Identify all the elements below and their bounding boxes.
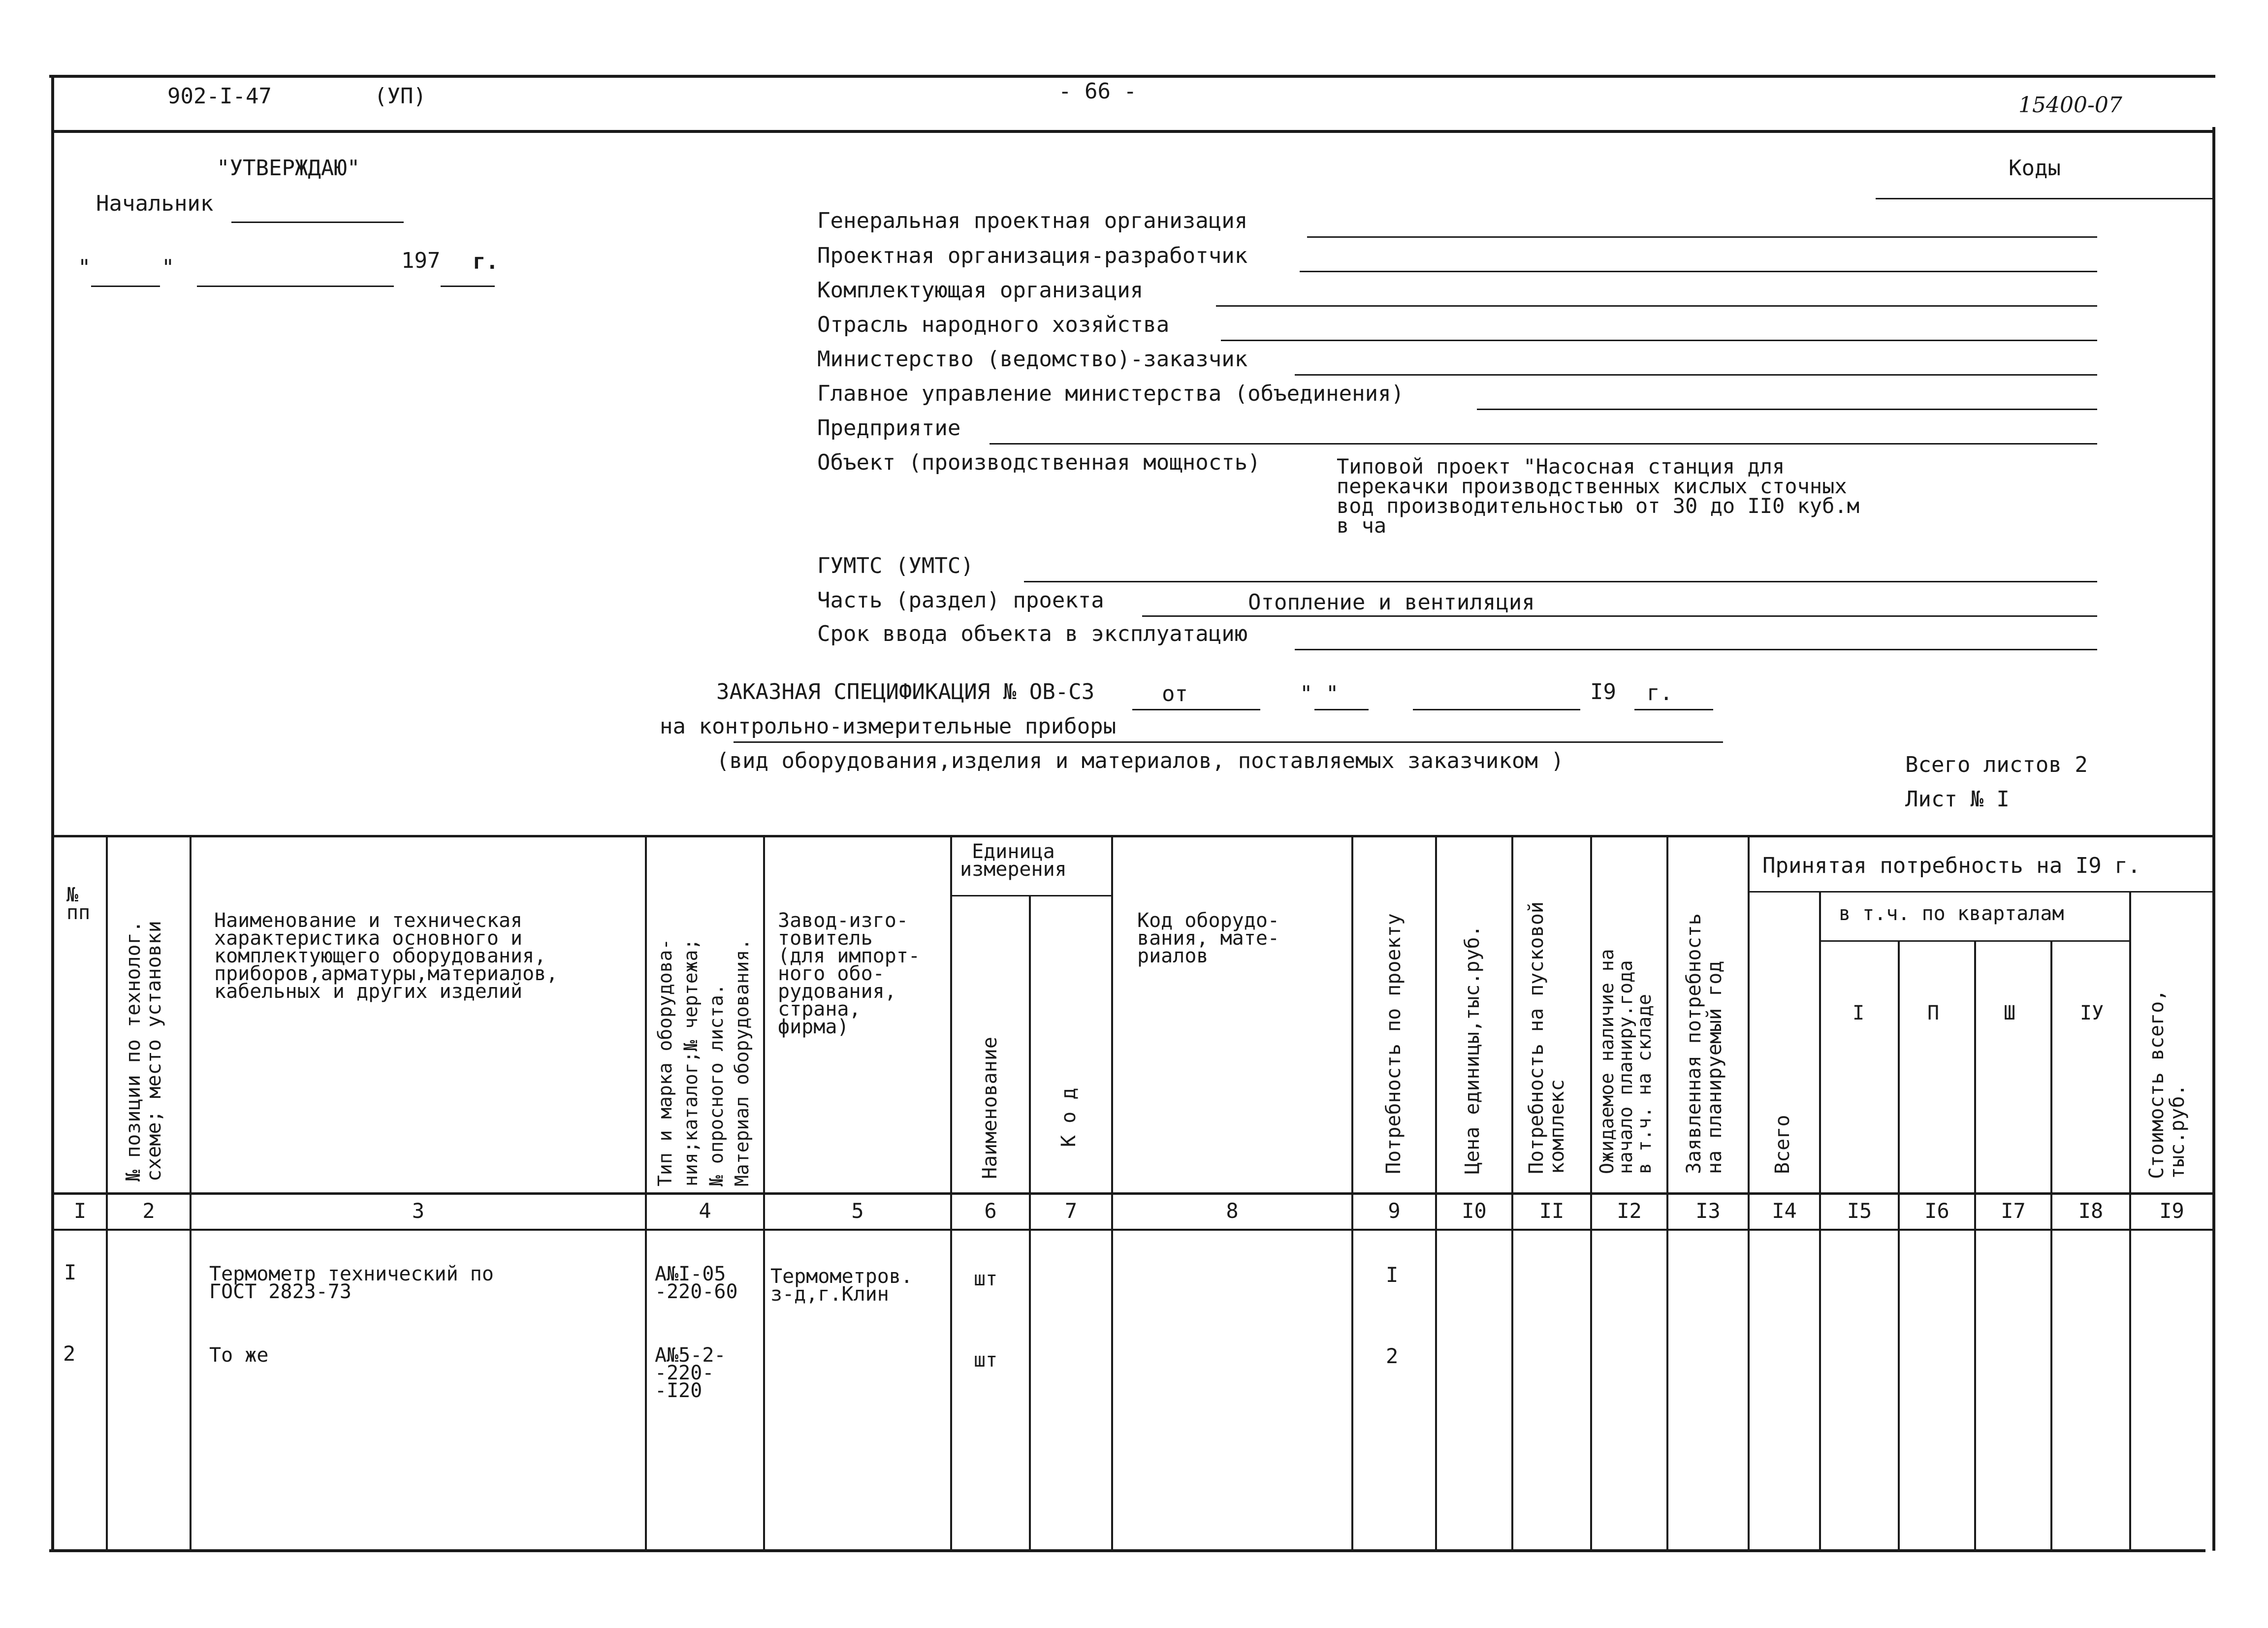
col-line-2 xyxy=(190,837,192,1551)
col-number-6: 6 xyxy=(984,1199,997,1223)
header-quarters: в т.ч. по кварталам xyxy=(1839,902,2064,925)
header-unit: Единица измерения xyxy=(960,840,1067,881)
chief-signature-line xyxy=(231,222,404,223)
spec-year-suffix: г. xyxy=(1647,680,1673,705)
header-position: № позиции по технолог. схеме; место установки xyxy=(122,921,165,1181)
frame-top xyxy=(49,75,2215,78)
col-line-11 xyxy=(1590,837,1592,1551)
row-item-type: А№I-05 -220-60 xyxy=(655,1263,738,1303)
header-total: Всего xyxy=(1771,1115,1794,1174)
accepted-split-line xyxy=(1748,891,2215,893)
col-number-9: 9 xyxy=(1388,1199,1401,1223)
col-line-13 xyxy=(1748,837,1750,1551)
spec-year: I9 xyxy=(1590,679,1616,704)
archive-stamp: 15400-07 xyxy=(2018,93,2122,118)
header-maker: Завод-изго- товитель (для импорт- ного обо- рудования, страна, фирма) xyxy=(778,909,920,1038)
col-line-6 xyxy=(1029,895,1031,1551)
sheet-number: Лист № I xyxy=(1905,787,2010,812)
spec-date-day-line xyxy=(1314,709,1369,710)
col-number-14: I4 xyxy=(1772,1199,1797,1223)
header-project-need: Потребность по проекту xyxy=(1382,913,1405,1174)
field-ministry-line xyxy=(1295,374,2097,376)
codes-line xyxy=(1876,198,2215,199)
row-item-name: То же xyxy=(209,1344,269,1367)
field-project-part: Часть (раздел) проекта xyxy=(817,588,1104,613)
album-number: (УП) xyxy=(374,84,426,109)
row-number: I xyxy=(64,1260,77,1284)
field-general-org-line xyxy=(1307,236,2097,238)
header-q1: I xyxy=(1853,1002,1865,1024)
spec-title: ЗАКАЗНАЯ СПЕЦИФИКАЦИЯ № ОВ-С3 xyxy=(716,679,1095,704)
year-line xyxy=(441,286,495,287)
header-type: Тип и марка оборудова- ния;каталог;№ чертежа; № опросного листа. Материал оборудования. xyxy=(654,938,753,1186)
col-line-8 xyxy=(1351,837,1353,1551)
field-design-org-line xyxy=(1300,271,2097,272)
header-declared-need: Заявленная потребность на планируемый год xyxy=(1683,913,1726,1174)
header-name: Наименование и техническая характеристика основного и комплектующего оборудования, приборов,арматуры,материалов, кабельных и других изделий xyxy=(214,909,558,1003)
header-unit-price: Цена единицы,тыс.руб. xyxy=(1461,925,1484,1174)
spec-subject-line xyxy=(734,741,1723,743)
field-design-org: Проектная организация-разработчик xyxy=(817,243,1248,268)
col-line-7 xyxy=(1111,837,1113,1551)
col-number-3: 3 xyxy=(412,1199,425,1223)
frame-inner-top xyxy=(51,130,2215,133)
unit-split-line xyxy=(950,895,1113,896)
row-item-name: Термометр технический по ГОСТ 2823-73 xyxy=(209,1263,494,1303)
col-line-5 xyxy=(950,837,952,1551)
date-month-line xyxy=(197,286,394,287)
frame-left xyxy=(51,75,54,1551)
col-number-12: I2 xyxy=(1617,1199,1642,1223)
col-number-13: I3 xyxy=(1695,1199,1721,1223)
col-number-5: 5 xyxy=(851,1199,864,1223)
col-number-11: II xyxy=(1539,1199,1565,1223)
col-number-1: I xyxy=(73,1199,87,1223)
row-item-maker: Термометров. з-д,г.Клин xyxy=(770,1265,913,1306)
field-project-part-line xyxy=(1142,615,2097,617)
header-number: № пп xyxy=(66,884,91,924)
page-number: - 66 - xyxy=(1058,79,1137,104)
col-line-15 xyxy=(1898,940,1900,1551)
row-item-qty: 2 xyxy=(1386,1344,1399,1368)
chief-label: Начальник xyxy=(96,191,214,216)
row-item-unit: шт xyxy=(974,1349,998,1372)
frame-bottom xyxy=(49,1549,2205,1552)
field-supply-org: Комплектующая организация xyxy=(817,278,1144,303)
col-line-3 xyxy=(645,837,647,1551)
col-number-4: 4 xyxy=(699,1199,711,1223)
field-project-part-value: Отопление и вентиляция xyxy=(1248,590,1535,615)
field-ministry: Министерство (ведомство)-заказчик xyxy=(817,347,1248,372)
spec-date-month-line xyxy=(1413,709,1580,710)
field-main-dept: Главное управление министерства (объединения) xyxy=(817,381,1405,406)
row-item-qty: I xyxy=(1386,1263,1399,1287)
col-line-9 xyxy=(1435,837,1437,1551)
field-industry-line xyxy=(1221,340,2097,341)
col-number-2: 2 xyxy=(142,1199,155,1223)
col-line-10 xyxy=(1511,837,1513,1551)
col-number-19: I9 xyxy=(2159,1199,2184,1223)
field-main-dept-line xyxy=(1477,409,2097,410)
col-number-10: I0 xyxy=(1462,1199,1487,1223)
col-number-17: I7 xyxy=(2001,1199,2026,1223)
field-industry: Отрасль народного хозяйства xyxy=(817,312,1170,337)
col-line-12 xyxy=(1666,837,1668,1551)
col-line-16 xyxy=(1974,940,1976,1551)
frame-right xyxy=(2212,127,2215,1551)
approve-title: "УТВЕРЖДАЮ" xyxy=(217,156,360,181)
table-top-line xyxy=(51,835,2215,837)
header-unit-code: К о д xyxy=(1057,1087,1080,1147)
header-launch-need: Потребность на пусковой комплекс xyxy=(1525,901,1568,1174)
spec-from-line xyxy=(1132,709,1260,710)
spec-note: (вид оборудования,изделия и материалов, поставляемых заказчиком ) xyxy=(716,748,1564,773)
field-enterprise: Предприятие xyxy=(817,415,961,441)
spec-date-quote: " " xyxy=(1300,681,1339,706)
row-item-type: А№5-2- -220- -I20 xyxy=(655,1344,726,1402)
date-quote-close: " xyxy=(161,255,175,280)
header-cost: Стоимость всего, тыс.руб. xyxy=(2145,989,2189,1179)
total-sheets: Всего листов 2 xyxy=(1905,752,2088,777)
header-q4: IУ xyxy=(2080,1002,2104,1024)
col-number-16: I6 xyxy=(1924,1199,1949,1223)
col-number-7: 7 xyxy=(1064,1199,1078,1223)
header-q3: Ш xyxy=(2004,1002,2016,1024)
col-number-8: 8 xyxy=(1226,1199,1239,1223)
spec-from: от xyxy=(1162,681,1188,706)
spec-year-line xyxy=(1634,709,1713,710)
spec-subject: на контрольно-измерительные приборы xyxy=(660,714,1117,739)
header-bottom-line xyxy=(51,1192,2215,1195)
field-gumts-line xyxy=(1024,581,2097,582)
row-number: 2 xyxy=(63,1341,76,1366)
col-line-14 xyxy=(1819,891,1821,1551)
field-gumts: ГУМТС (УМТС) xyxy=(817,553,974,578)
field-object: Объект (производственная мощность) xyxy=(817,450,1261,475)
field-enterprise-line xyxy=(990,443,2097,445)
header-unit-name: Наименование xyxy=(979,1037,1001,1179)
header-expected-stock: Ожидаемое наличие на начало планиру.года в т.ч. на складе xyxy=(1596,949,1655,1174)
field-commissioning-line xyxy=(1295,649,2097,650)
approve-year-suffix: г. xyxy=(473,249,499,274)
col-number-15: I5 xyxy=(1847,1199,1872,1223)
field-object-value: Типовой проект "Насосная станция для перекачки производственных кислых сточных вод производительностью от 30 до II0 куб.м в ча xyxy=(1337,454,1860,538)
col-line-1 xyxy=(106,837,108,1551)
numbers-bottom-line xyxy=(51,1229,2215,1231)
header-equipment-code: Код оборудо- вания, мате- риалов xyxy=(1137,909,1279,967)
header-q2: П xyxy=(1927,1002,1940,1024)
date-quote-open: " xyxy=(78,255,91,280)
field-general-org: Генеральная проектная организация xyxy=(817,208,1248,233)
codes-label: Коды xyxy=(2009,156,2061,181)
field-supply-org-line xyxy=(1216,305,2097,307)
col-line-4 xyxy=(763,837,765,1551)
row-item-unit: шт xyxy=(974,1268,998,1290)
header-accepted: Принятая потребность на I9 г. xyxy=(1762,853,2141,878)
approve-year: 197 xyxy=(401,248,441,273)
field-commissioning: Срок ввода объекта в эксплуатацию xyxy=(817,621,1248,646)
doc-code: 902-I-47 xyxy=(167,84,272,109)
date-day-line xyxy=(91,286,160,287)
col-line-17 xyxy=(2050,940,2052,1551)
col-number-18: I8 xyxy=(2078,1199,2104,1223)
col-line-18 xyxy=(2129,891,2131,1551)
